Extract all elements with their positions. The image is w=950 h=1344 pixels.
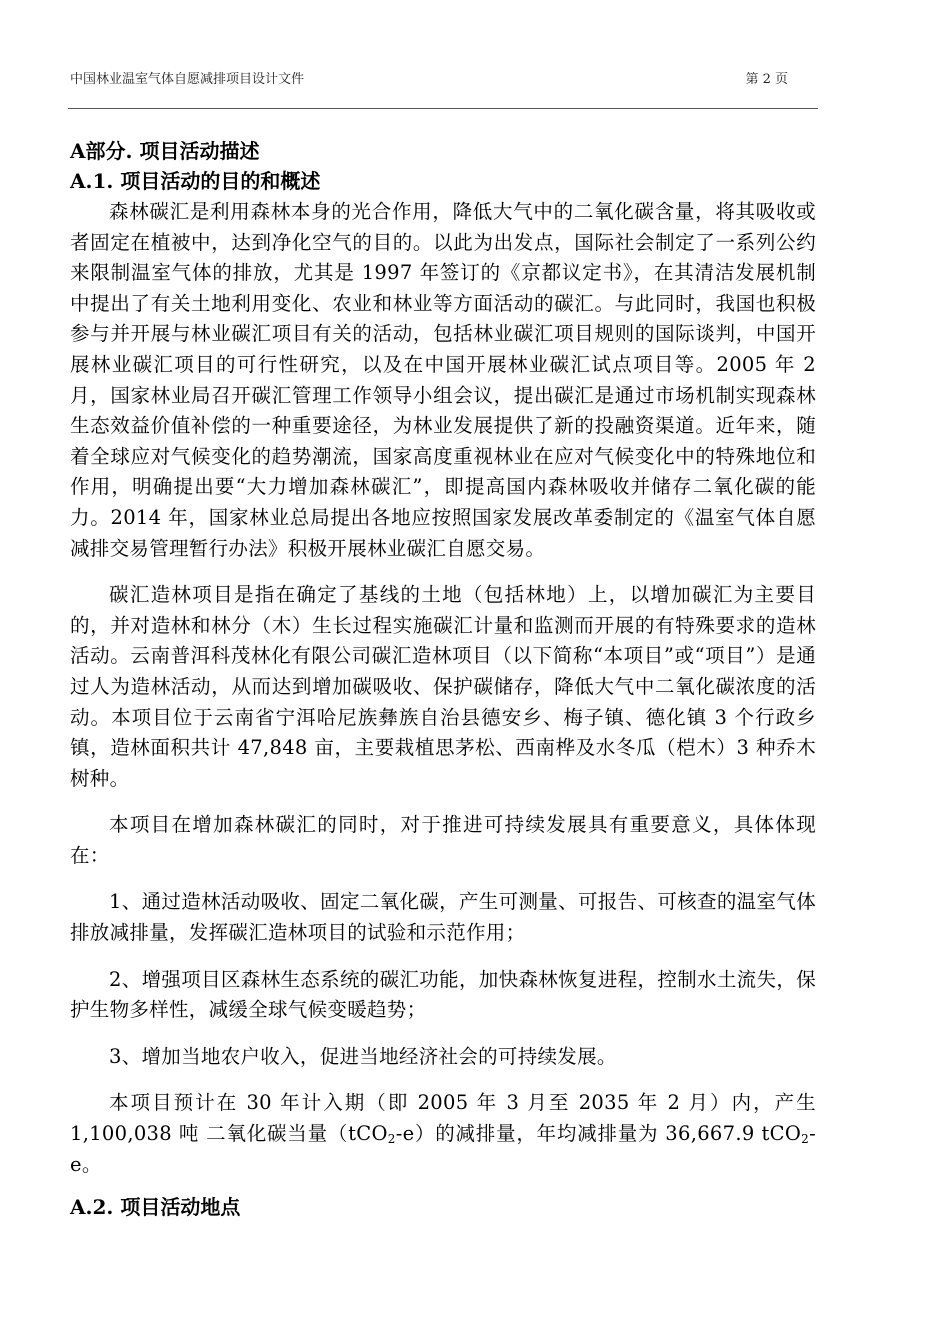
page-header: [70, 68, 818, 88]
paragraph-emission-reduction: [70, 1088, 816, 1180]
list-item-1: 1、通过造林活动吸收、固定二氧化碳，产生可测量、可报告、可核查的温室气体排放减排量，发挥碳汇造林项目的试验和示范作用；: [70, 890, 816, 945]
section-title: A部分. 项目活动描述: [70, 139, 260, 163]
subsection-a2-title: A.2. 项目活动地点: [70, 1195, 241, 1220]
emission-text-part-1: 本项目预计在 30 年计入期（即 2005 年 3 月至 2035 年 2 月）内，产生 1,100,038 吨 二氧化碳当量（tCO: [70, 1091, 816, 1146]
emission-text-part-2: -e）的减排量，年均减排量为 36,667.9 tCO: [395, 1122, 802, 1146]
list-item-2: 2、增强项目区森林生态系统的碳汇功能，加快森林恢复进程，控制水土流失，保护生物多样性，减缓全球气候变暖趋势；: [70, 967, 816, 1022]
list-item-3: 3、增加当地农户收入，促进当地经济社会的可持续发展。: [109, 1044, 617, 1068]
header-document-title: 中国林业温室气体自愿减排项目设计文件: [70, 72, 305, 87]
paragraph-project-overview: 碳汇造林项目是指在确定了基线的土地（包括林地）上，以增加碳汇为主要目的，并对造林和林分（木）生长过程实施碳汇计量和监测而开展的有特殊要求的造林活动。云南普洱科茂林化有限公司碳汇造林项目（以下简称“本项目”或“项目”）是通过人为造林活动，从而达到增加碳吸收、保护碳储存，降低大气中二氧化碳浓度的活动。本项目位于云南省宁洱哈尼族彝族自治县德安乡、梅子镇、德化镇 3 个行政乡镇，造林面积共计 47,848 亩，主要栽植思茅松、西南桦及水冬瓜（桤木）3 种乔木树种。: [70, 583, 816, 790]
paragraph-significance-intro: 本项目在增加森林碳汇的同时，对于推进可持续发展具有重要意义，具体体现在：: [70, 813, 816, 867]
subscript-2: 2: [801, 1132, 810, 1147]
emission-text-part-3: -e。: [70, 1122, 816, 1176]
subsection-a1-title: A.1. 项目活动的目的和概述: [70, 169, 321, 193]
subscript-2: 2: [387, 1132, 396, 1147]
header-divider: [68, 108, 818, 109]
header-page-number: 第 2 页: [745, 72, 788, 87]
paragraph-forest-carbon-sink: 森林碳汇是利用森林本身的光合作用，降低大气中的二氧化碳含量，将其吸收或者固定在植被中，达到净化空气的目的。以此为出发点，国际社会制定了一系列公约来限制温室气体的排放，尤其是 1997 年签订的《京都议定书》，在其清洁发展机制中提出了有关土地利用变化、农业和林业等方面活动的碳汇。与此同时，我国也积极参与并开展与林业碳汇项目有关的活动，包括林业碳汇项目规则的国际谈判，中国开展林业碳汇项目的可行性研究，以及在中国开展林业碳汇试点项目等。2005 年 2 月，国家林业局召开碳汇管理工作领导小组会议，提出碳汇是通过市场机制实现森林生态效益价值补偿的一种重要途径，为林业发展提供了新的投融资渠道。近年来，随着全球应对气候变化的趋势潮流，国家高度重视林业在应对气候变化中的特殊地位和作用，明确提出要“大力增加森林碳汇”，即提高国内森林吸收并储存二氧化碳的能力。2014 年，国家林业总局提出各地应按照国家发展改革委制定的《温室气体自愿减排交易管理暂行办法》积极开展林业碳汇自愿交易。: [70, 200, 816, 560]
document-body: [70, 136, 816, 1222]
